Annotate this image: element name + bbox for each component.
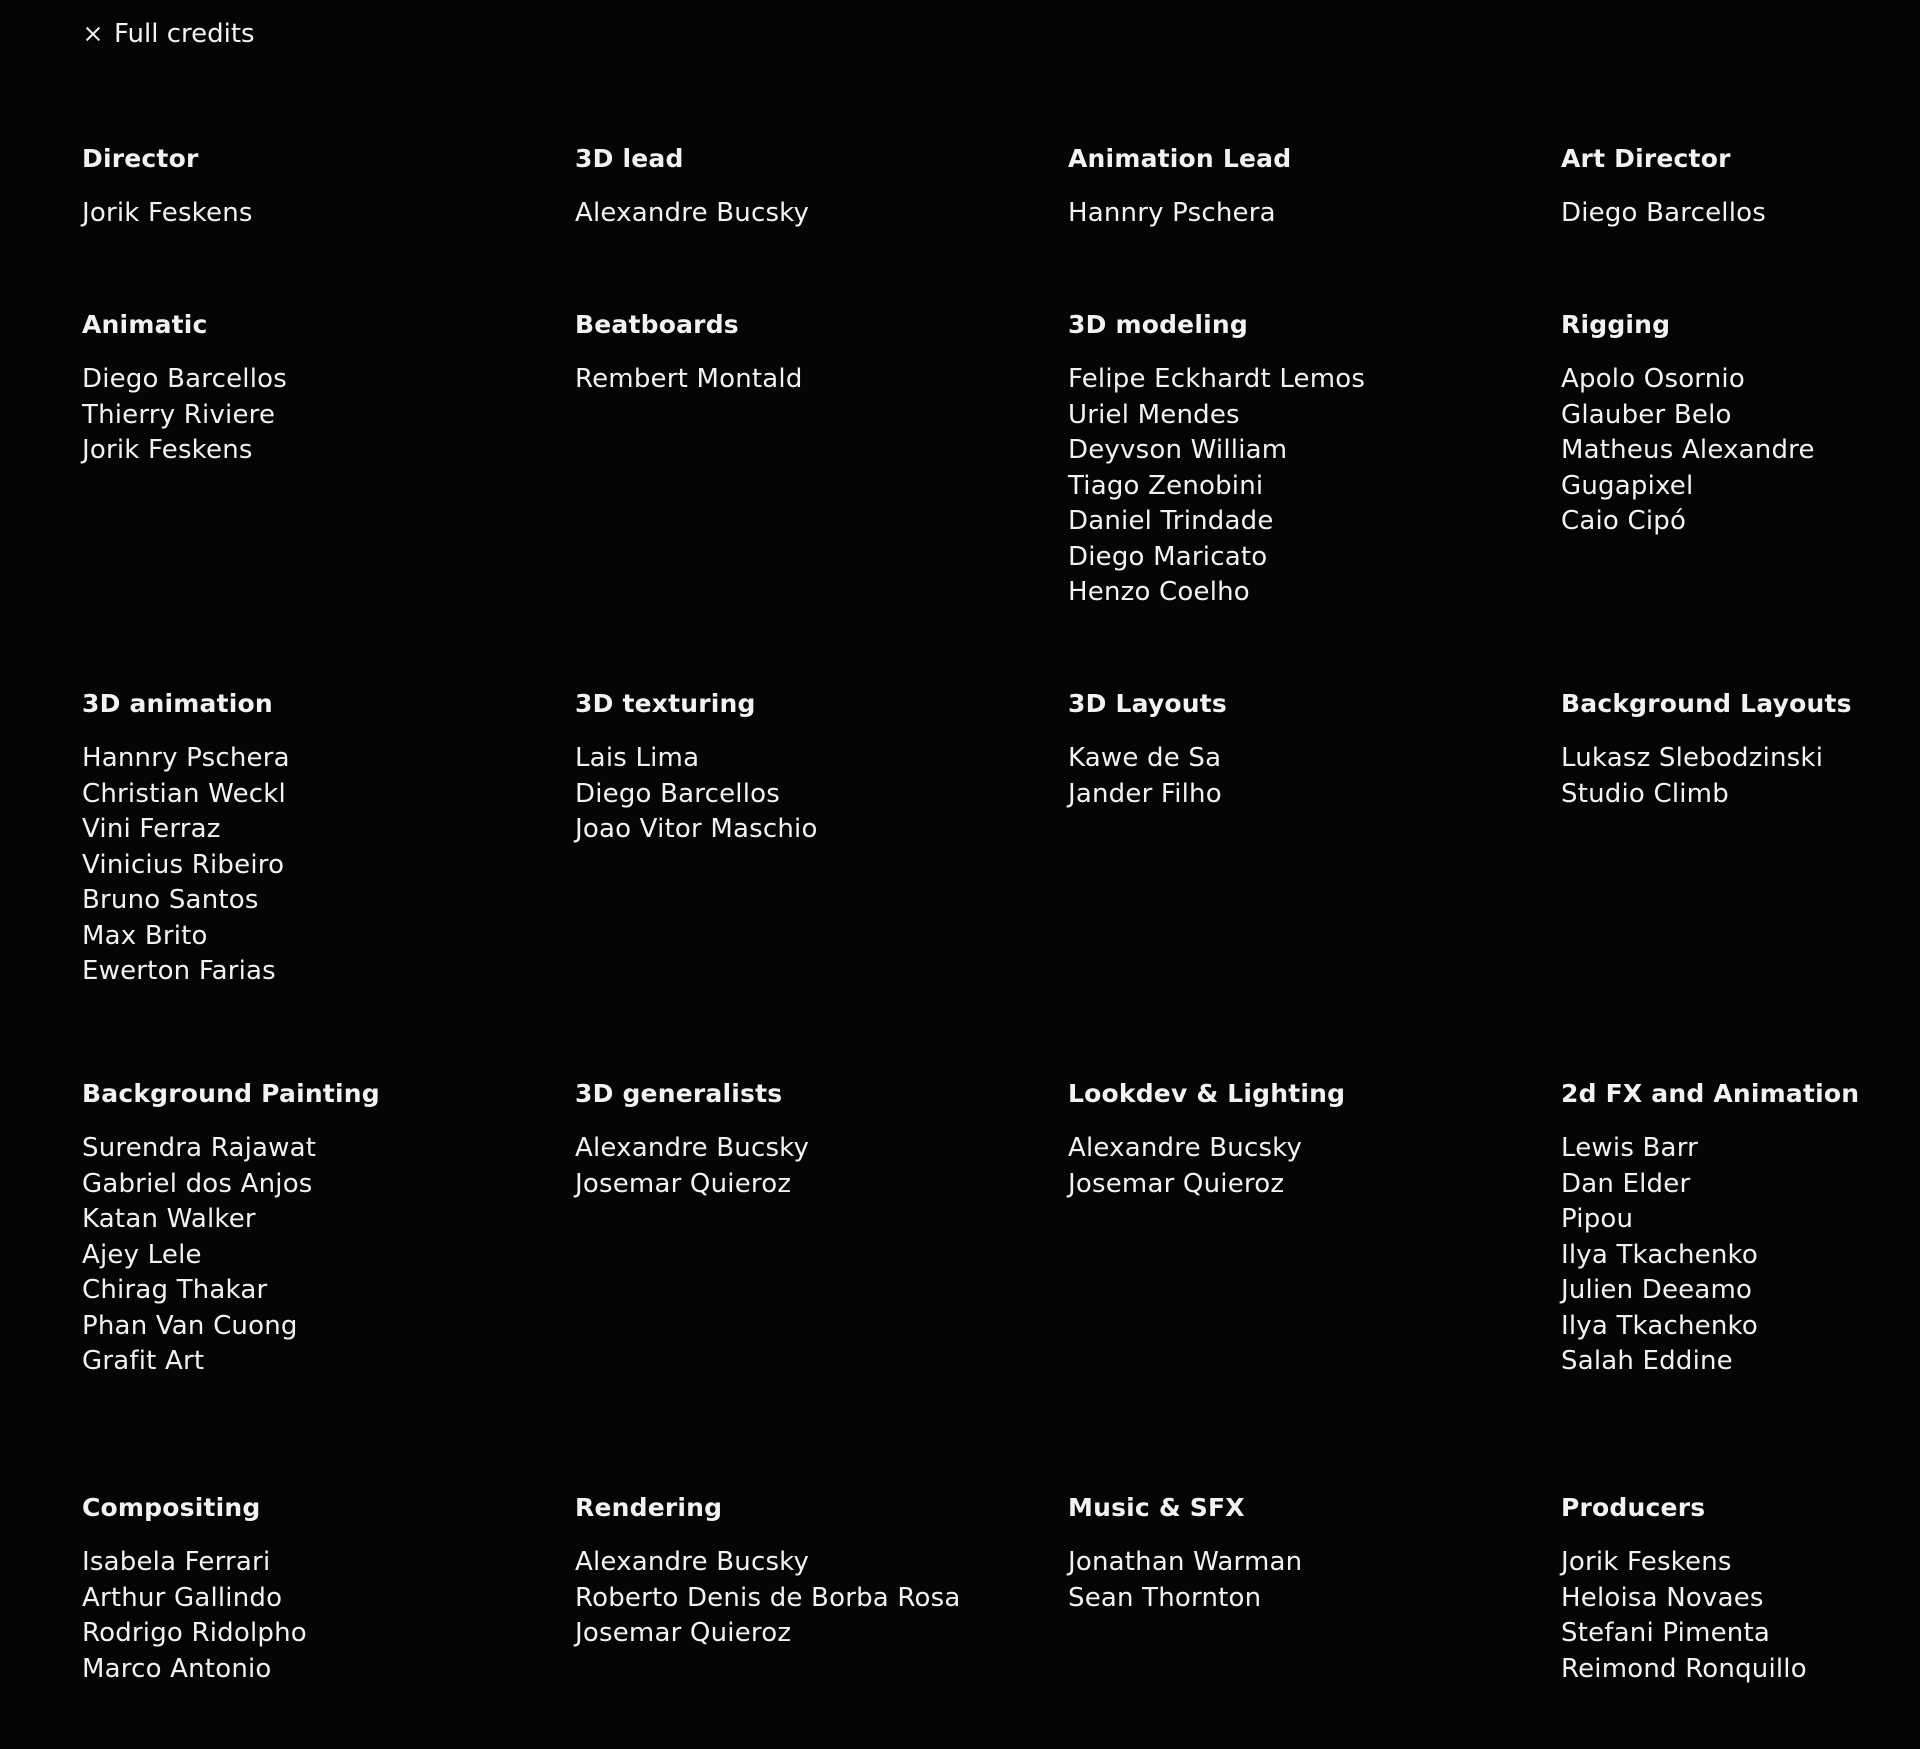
credit-name: Hannry Pschera [82,743,290,773]
credits-grid [82,138,1882,1707]
credit-name-list [82,741,575,990]
credit-name: Daniel Trindade [1068,506,1274,536]
credit-name: Thierry Riviere [82,399,276,430]
credit-name: Deyvson William [1068,435,1288,465]
credit-name: Jander Filho [1068,778,1222,809]
credit-role-title: 3D animation [82,689,273,718]
credit-name: Lais Lima [575,743,700,773]
credit-name: Alexandre Bucsky [575,1133,810,1163]
credit-block [82,304,575,683]
credit-name: Joao Vitor Maschio [575,814,818,844]
credit-role-title: 2d FX and Animation [1561,1079,1860,1108]
close-credits-label: Full credits [114,19,255,49]
credit-name: Diego Barcellos [1561,198,1766,228]
credit-role-title: Producers [1561,1493,1706,1522]
credit-name-list [1068,1131,1561,1202]
credit-name-list [575,362,1068,398]
credit-name: Isabela Ferrari [82,1547,271,1577]
credit-block [575,1073,1068,1487]
credit-name-list [82,362,575,469]
credit-block [1561,138,1882,304]
credit-name-list [82,1131,575,1380]
credit-name: Reimond Ronquillo [1561,1653,1807,1684]
credit-name: Josemar Quieroz [1068,1168,1285,1199]
credit-name: Uriel Mendes [1068,399,1240,430]
credit-block [82,1487,575,1707]
credit-name-list [1068,362,1561,611]
credit-name: Gugapixel [1561,470,1694,501]
credit-name: Josemar Quieroz [575,1618,792,1648]
credit-name: Rembert Montald [575,364,803,394]
credit-role-title: Beatboards [575,310,739,339]
credit-name-list [1561,196,1882,232]
credit-role-title: 3D lead [575,144,684,173]
credit-block [82,1073,575,1487]
credit-name: Ewerton Farias [82,956,276,986]
credit-block [575,304,1068,683]
credit-name-list [1068,741,1561,812]
credit-role-title: 3D texturing [575,689,756,718]
credit-name-list [82,196,575,232]
credit-role-title: Rigging [1561,310,1671,339]
credit-name: Pipou [1561,1204,1634,1234]
credit-name: Diego Barcellos [575,778,780,809]
credit-role-title: Rendering [575,1493,723,1522]
credit-block [1068,138,1561,304]
credit-name-list [575,1545,1068,1652]
credit-name: Tiago Zenobini [1068,470,1264,501]
credit-role-title: Background Layouts [1561,689,1852,718]
credit-name: Kawe de Sa [1068,743,1222,773]
close-icon [82,23,104,45]
credit-name: Ilya Tkachenko [1561,1310,1758,1341]
credit-block [575,138,1068,304]
credit-name: Chirag Thakar [82,1275,268,1305]
credit-name: Matheus Alexandre [1561,435,1815,465]
credit-name: Alexandre Bucsky [575,198,810,228]
credit-role-title: Music & SFX [1068,1493,1245,1522]
credit-name-list [1561,362,1882,540]
credit-name: Vinicius Ribeiro [82,849,285,880]
credit-role-title: Director [82,144,199,173]
credit-name: Jorik Feskens [82,198,253,228]
credit-name: Jorik Feskens [82,435,253,465]
credit-name: Dan Elder [1561,1168,1691,1199]
credit-name: Diego Maricato [1068,541,1268,572]
credit-block [575,1487,1068,1707]
credit-name: Julien Deeamo [1561,1275,1753,1305]
credit-role-title: Background Painting [82,1079,380,1108]
credit-block [1068,1487,1561,1707]
credit-name: Caio Cipó [1561,506,1687,536]
credit-name: Christian Weckl [82,778,286,809]
credit-name: Roberto Denis de Borba Rosa [575,1582,961,1613]
credit-name: Josemar Quieroz [575,1168,792,1199]
credit-name-list [1561,1131,1882,1380]
credit-block [1561,304,1882,683]
credit-name: Heloisa Novaes [1561,1582,1764,1613]
credit-name: Glauber Belo [1561,399,1732,430]
credit-name: Felipe Eckhardt Lemos [1068,364,1366,394]
credit-name: Sean Thornton [1068,1582,1262,1613]
credit-name-list [1068,196,1561,232]
credit-name-list [575,196,1068,232]
credit-name: Diego Barcellos [82,364,287,394]
credit-name: Ajey Lele [82,1239,202,1270]
credit-block [1561,683,1882,1073]
credit-name: Jorik Feskens [1561,1547,1732,1577]
credit-name: Grafit Art [82,1346,205,1376]
credit-name: Ilya Tkachenko [1561,1239,1758,1270]
credit-name: Apolo Osornio [1561,364,1745,394]
credit-name: Lukasz Slebodzinski [1561,743,1824,773]
credit-name: Katan Walker [82,1204,256,1234]
credit-role-title: 3D generalists [575,1079,783,1108]
credit-name: Vini Ferraz [82,814,221,844]
credit-block [1068,1073,1561,1487]
credit-name: Phan Van Cuong [82,1310,298,1341]
credit-block [1561,1487,1882,1707]
credit-block [575,683,1068,1073]
credit-name: Hannry Pschera [1068,198,1276,228]
credit-name: Arthur Gallindo [82,1582,283,1613]
credit-role-title: Animation Lead [1068,144,1292,173]
credit-name-list [1561,741,1882,812]
credit-role-title: Art Director [1561,144,1731,173]
credit-role-title: Compositing [82,1493,261,1522]
credit-block [1068,683,1561,1073]
credit-name: Studio Climb [1561,778,1729,809]
credit-name: Stefani Pimenta [1561,1618,1771,1648]
credit-name-list [1561,1545,1882,1687]
credit-name: Lewis Barr [1561,1133,1699,1163]
credit-name: Gabriel dos Anjos [82,1168,313,1199]
credit-name-list [1068,1545,1561,1616]
close-credits-button[interactable] [82,16,255,52]
credit-role-title: Animatic [82,310,208,339]
credit-block [1561,1073,1882,1487]
credit-block [1068,304,1561,683]
credit-role-title: 3D modeling [1068,310,1248,339]
credit-name: Surendra Rajawat [82,1133,317,1163]
credit-block [82,683,575,1073]
credit-name: Max Brito [82,920,208,951]
credit-name-list [82,1545,575,1687]
credit-name: Jonathan Warman [1068,1547,1303,1577]
credit-name: Alexandre Bucsky [575,1547,810,1577]
credit-role-title: Lookdev & Lighting [1068,1079,1346,1108]
credit-name: Alexandre Bucsky [1068,1133,1303,1163]
credit-name: Marco Antonio [82,1653,272,1684]
credit-name-list [575,741,1068,848]
credit-name: Salah Eddine [1561,1346,1733,1376]
credit-name: Rodrigo Ridolpho [82,1618,307,1648]
credit-role-title: 3D Layouts [1068,689,1227,718]
credit-name-list [575,1131,1068,1202]
credit-name: Henzo Coelho [1068,577,1250,607]
credit-block [82,138,575,304]
credit-name: Bruno Santos [82,885,259,915]
